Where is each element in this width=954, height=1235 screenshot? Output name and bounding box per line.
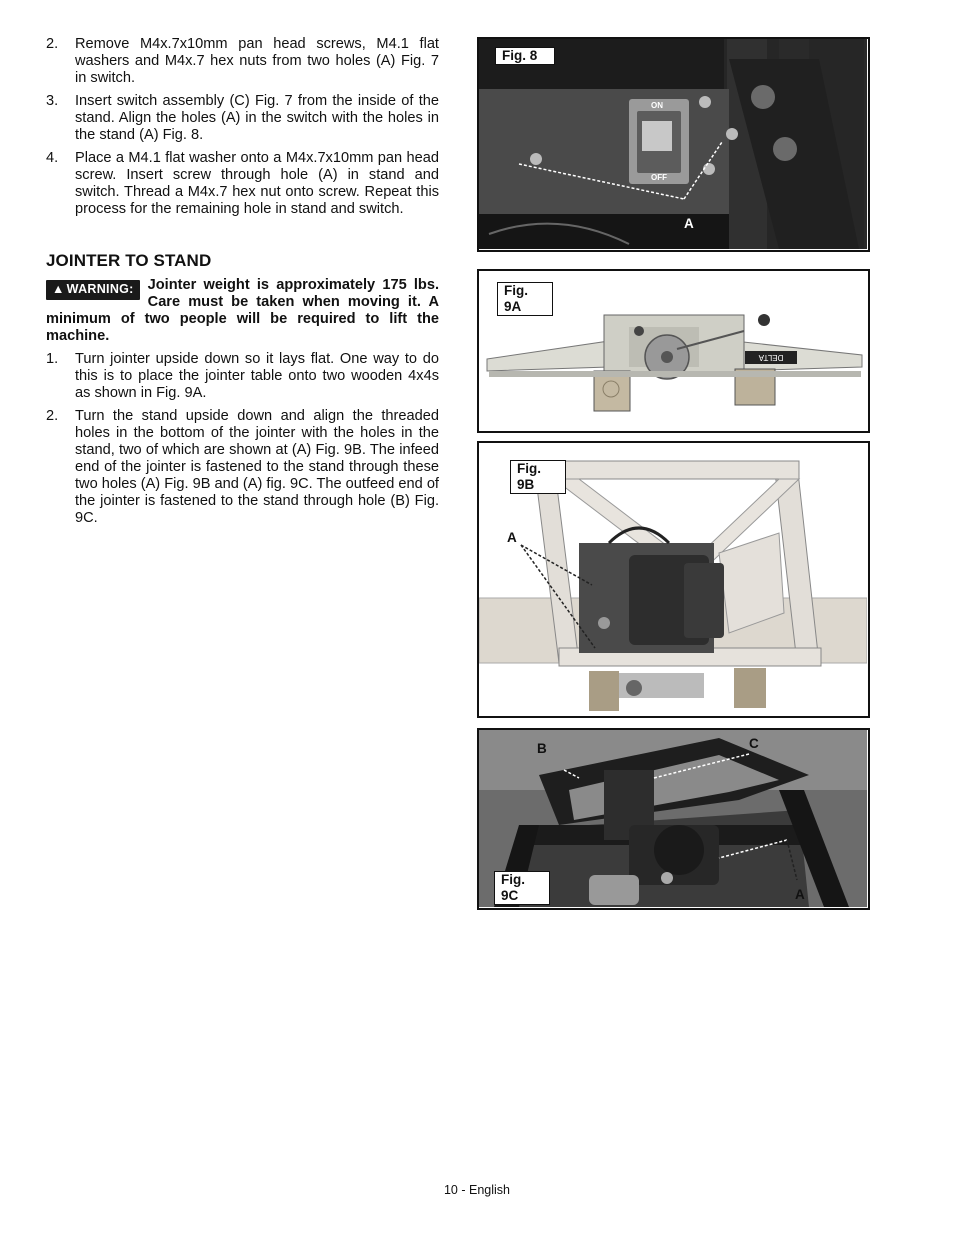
warning-badge: ▲ WARNING: [46,280,140,300]
figure-9a-label: Fig. 9A [497,282,553,316]
figure-9a [477,269,870,433]
figure-9b-label: Fig. 9B [510,460,566,494]
figure-8 [477,37,870,252]
switch-steps-list [46,36,439,218]
callout-a: A [507,530,517,545]
text-column [46,36,439,533]
page-footer: 10 - English [443,1183,510,1197]
callout-a: A [795,887,805,902]
figure-8-photo [479,39,867,249]
section-heading: JOINTER TO STAND [46,251,212,270]
list-item: 1. Turn jointer upside down so it lays flat. One way to do this is to place the jointer table onto two wooden 4x4s as shown in Fig. 9A. [46,351,439,401]
callout-c: C [749,736,759,751]
list-item: 2. Remove M4x.7x10mm pan head screws, M4.1 flat washers and M4x.7 hex nuts from two holes (A) Fig. 7 in switch. [46,36,439,86]
list-item: 2. Turn the stand upside down and align the threaded holes in the bottom of the jointer with the holes in the stand, two of which are shown at (A) Fig. 9B. The infeed end of the jointer is fastened to the stand through these two holes (A) Fig. 9B and (A) fig. 9C. The outfeed end of the jointer is fastened to the stand through hole (B) Fig. 9C. [46,408,439,526]
list-item: 4. Place a M4.1 flat washer onto a M4x.7x10mm pan head screw. Insert screw through hole (A) in stand and switch. Thread a M4x.7 hex nut onto screw. Repeat this process for the remaining hole in stand and switch. [46,150,439,217]
figure-9c-label: Fig. 9C [494,871,550,905]
figure-8-label: Fig. 8 [495,47,555,65]
callout-b: B [537,741,547,756]
figure-9b [477,441,870,718]
callout-a: A [684,216,694,231]
warning-paragraph [46,277,439,345]
figure-9c [477,728,870,910]
brand-label: DELTA [758,353,784,362]
warning-text: Jointer weight is approximately 175 lbs. Care must be taken when moving it. A minimum of two people will be required to lift the machine. [46,277,439,344]
switch-off-label: OFF [651,173,667,182]
warning-triangle-icon: ▲ [52,282,65,296]
jointer-steps-list [46,351,439,527]
switch-on-label: ON [651,101,663,110]
list-item: 3. Insert switch assembly (C) Fig. 7 from the inside of the stand. Align the holes (A) in the switch with the holes in the stand (A) Fig. 8. [46,93,439,143]
